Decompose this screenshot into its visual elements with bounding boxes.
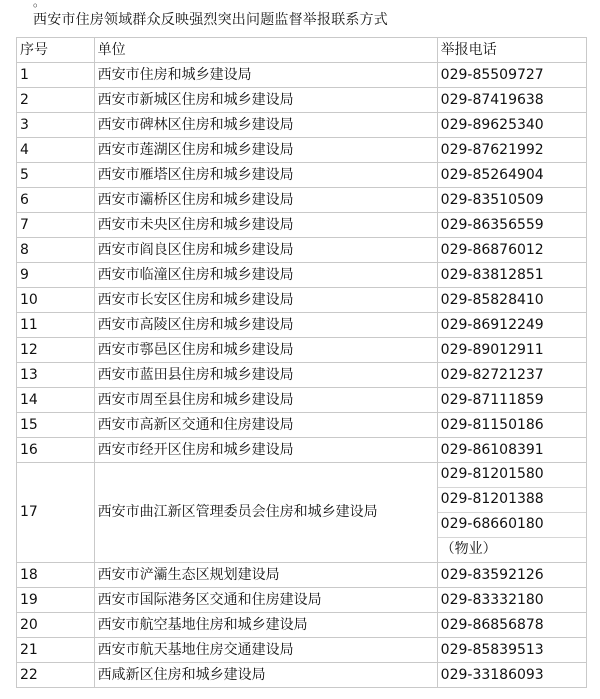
cell-no: 17: [17, 463, 95, 563]
cell-tel: 029-89012911: [437, 338, 586, 363]
cell-unit: 西安市碑林区住房和城乡建设局: [94, 113, 437, 138]
cell-tel: [437, 463, 586, 563]
tel-line: 029-81201388: [438, 488, 586, 513]
cell-tel: 029-81150186: [437, 413, 586, 438]
cell-no: 20: [17, 613, 95, 638]
cell-no: 18: [17, 563, 95, 588]
cell-tel: 029-85264904: [437, 163, 586, 188]
cell-tel: 029-87621992: [437, 138, 586, 163]
cell-unit: 西安市蓝田县住房和城乡建设局: [94, 363, 437, 388]
table-row: [17, 163, 587, 188]
table-row: [17, 63, 587, 88]
table-row: [17, 388, 587, 413]
cell-no: 2: [17, 88, 95, 113]
cell-tel: 029-86876012: [437, 238, 586, 263]
table-row: [17, 188, 587, 213]
cell-unit: 西咸新区住房和城乡建设局: [94, 663, 437, 688]
table-row: [17, 263, 587, 288]
cell-no: 12: [17, 338, 95, 363]
cell-tel: 029-86856878: [437, 613, 586, 638]
cell-unit: 西安市住房和城乡建设局: [94, 63, 437, 88]
cell-tel: 029-83332180: [437, 588, 586, 613]
cell-unit: 西安市浐灞生态区规划建设局: [94, 563, 437, 588]
cell-unit: 西安市高新区交通和住房建设局: [94, 413, 437, 438]
cell-no: 9: [17, 263, 95, 288]
cell-tel: 029-87419638: [437, 88, 586, 113]
cell-no: 3: [17, 113, 95, 138]
cell-no: 15: [17, 413, 95, 438]
cell-tel: 029-87111859: [437, 388, 586, 413]
table-row: [17, 238, 587, 263]
cell-unit: 西安市灞桥区住房和城乡建设局: [94, 188, 437, 213]
table-row: [17, 438, 587, 463]
cell-tel: 029-89625340: [437, 113, 586, 138]
table-row: [17, 288, 587, 313]
table-row: [17, 363, 587, 388]
cell-no: 1: [17, 63, 95, 88]
cell-no: 16: [17, 438, 95, 463]
cell-unit: 西安市高陵区住房和城乡建设局: [94, 313, 437, 338]
header-tel: 举报电话: [437, 38, 586, 63]
cell-tel: 029-33186093: [437, 663, 586, 688]
header-no: 序号: [17, 38, 95, 63]
table-row: [17, 563, 587, 588]
table-row: [17, 313, 587, 338]
cell-unit: 西安市曲江新区管理委员会住房和城乡建设局: [94, 463, 437, 563]
cell-unit: 西安市新城区住房和城乡建设局: [94, 88, 437, 113]
cell-tel: 029-83510509: [437, 188, 586, 213]
cell-unit: 西安市阎良区住房和城乡建设局: [94, 238, 437, 263]
cell-tel: 029-85828410: [437, 288, 586, 313]
table-row: [17, 213, 587, 238]
cell-tel: 029-85509727: [437, 63, 586, 88]
cell-unit: 西安市鄠邑区住房和城乡建设局: [94, 338, 437, 363]
cell-unit: 西安市航天基地住房交通建设局: [94, 638, 437, 663]
cell-tel: 029-86108391: [437, 438, 586, 463]
cell-no: 13: [17, 363, 95, 388]
cell-unit: 西安市雁塔区住房和城乡建设局: [94, 163, 437, 188]
cell-no: 6: [17, 188, 95, 213]
cell-tel: 029-83592126: [437, 563, 586, 588]
cell-unit: 西安市未央区住房和城乡建设局: [94, 213, 437, 238]
cell-unit: 西安市莲湖区住房和城乡建设局: [94, 138, 437, 163]
cell-no: 22: [17, 663, 95, 688]
cell-tel: 029-83812851: [437, 263, 586, 288]
table-row: [17, 638, 587, 663]
cell-no: 7: [17, 213, 95, 238]
cell-unit: 西安市经开区住房和城乡建设局: [94, 438, 437, 463]
cell-no: 14: [17, 388, 95, 413]
table-body: [17, 63, 587, 688]
table-row: [17, 663, 587, 688]
table-row: [17, 413, 587, 438]
tel-line: （物业）: [440, 541, 497, 557]
page-title: 西安市住房领域群众反映强烈突出问题监督举报联系方式: [33, 12, 388, 28]
table-header-row: [17, 38, 587, 63]
cell-unit: 西安市航空基地住房和城乡建设局: [94, 613, 437, 638]
cell-unit: 西安市周至县住房和城乡建设局: [94, 388, 437, 413]
cell-no: 4: [17, 138, 95, 163]
table-row: [17, 613, 587, 638]
header-unit: 单位: [94, 38, 437, 63]
cell-no: 10: [17, 288, 95, 313]
cell-unit: 西安市临潼区住房和城乡建设局: [94, 263, 437, 288]
cell-no: 5: [17, 163, 95, 188]
cell-tel: 029-82721237: [437, 363, 586, 388]
cell-no: 11: [17, 313, 95, 338]
table-row: [17, 463, 587, 563]
cell-tel: 029-86912249: [437, 313, 586, 338]
table-row: [17, 138, 587, 163]
top-mark: 。: [33, 0, 46, 9]
cell-unit: 西安市长安区住房和城乡建设局: [94, 288, 437, 313]
table-row: [17, 338, 587, 363]
cell-tel: 029-85839513: [437, 638, 586, 663]
tel-line: 029-81201580: [438, 463, 586, 488]
cell-no: 8: [17, 238, 95, 263]
table-row: [17, 588, 587, 613]
cell-no: 19: [17, 588, 95, 613]
contact-table: [16, 37, 587, 688]
cell-unit: 西安市国际港务区交通和住房建设局: [94, 588, 437, 613]
cell-no: 21: [17, 638, 95, 663]
cell-tel: 029-86356559: [437, 213, 586, 238]
table-row: [17, 88, 587, 113]
table-row: [17, 113, 587, 138]
tel-line: 029-68660180: [438, 513, 586, 538]
